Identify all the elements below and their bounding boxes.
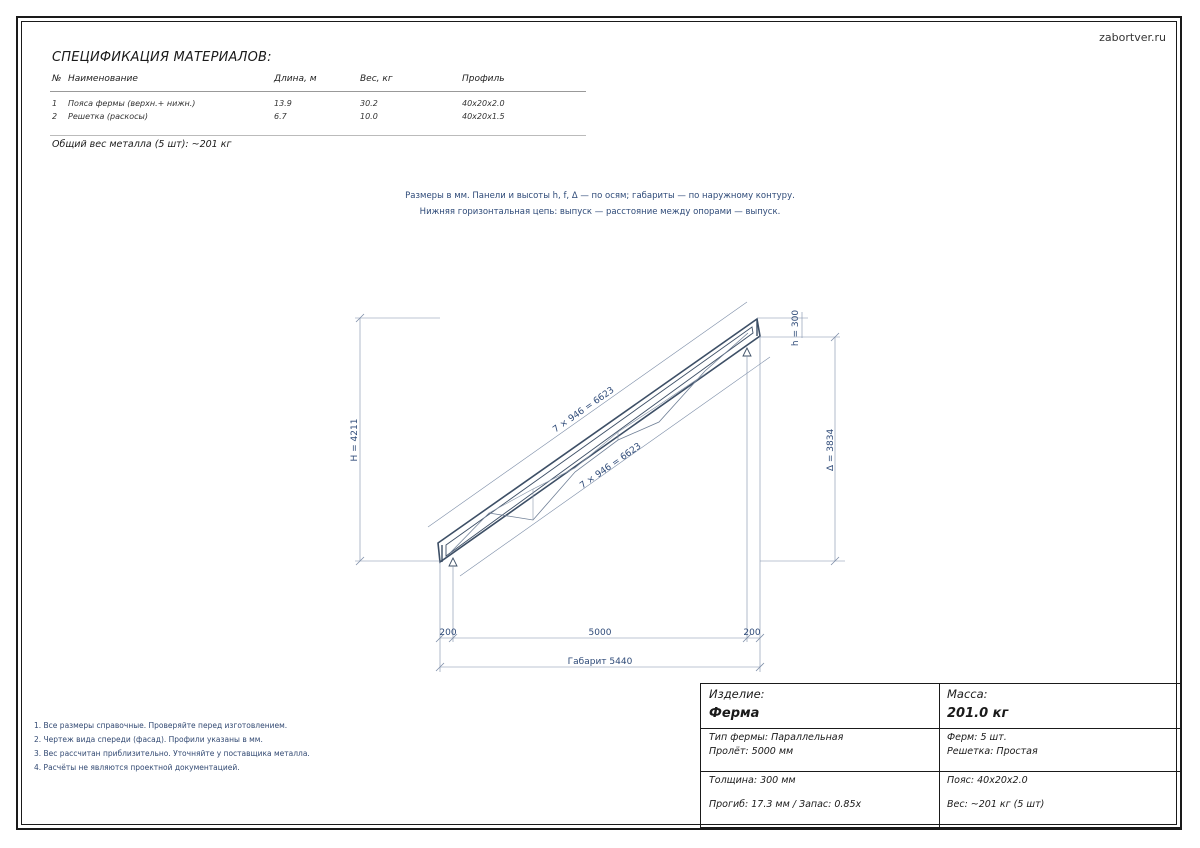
spec-header-name: Наименование — [68, 74, 138, 84]
tb-truss-type: Тип фермы: Параллельная — [709, 732, 844, 743]
spec-header-num: № — [52, 74, 62, 84]
spec-header-weight: Вес, кг — [360, 74, 393, 84]
general-note: 2. Чертеж вида спереди (фасад). Профили указаны в мм. — [34, 735, 263, 744]
spec-cell-num: 2 — [52, 112, 58, 121]
site-name: zabortver.ru — [1099, 31, 1166, 44]
tb-lattice: Решетка: Простая — [947, 746, 1038, 757]
tb-mass-value: 201.0 кг — [947, 706, 1009, 721]
dim-top-chord-label: 7 × 946 = 6623 — [551, 385, 617, 436]
tb-product-label: Изделие: — [709, 687, 765, 701]
spec-cell-profile: 40x20x2.0 — [462, 99, 505, 108]
spec-cell-length: 13.9 — [274, 99, 292, 108]
dim-top-chord-line — [428, 302, 747, 527]
dim-bottom-chord-label: 7 × 946 = 6623 — [578, 441, 644, 492]
support-left-icon — [449, 558, 457, 566]
tb-count: Ферм: 5 шт. — [947, 732, 1007, 743]
tb-span: Пролёт: 5000 мм — [709, 746, 794, 757]
spec-title: СПЕЦИФИКАЦИЯ МАТЕРИАЛОВ: — [52, 50, 272, 65]
spec-cell-name: Пояса фермы (верхн.+ нижн.) — [68, 99, 196, 108]
spec-header-profile: Профиль — [462, 74, 505, 84]
title-block — [700, 683, 1181, 828]
general-notes — [34, 719, 310, 775]
general-note: 3. Вес рассчитан приблизительно. Уточняйте у поставщика металла. — [34, 749, 310, 758]
tb-product-value: Ферма — [709, 706, 760, 721]
dim-delta-label: Δ = 3834 — [826, 428, 836, 472]
spec-cell-weight: 10.0 — [360, 112, 378, 121]
dim-h-label: h = 300 — [791, 309, 801, 347]
spec-cell-profile: 40x20x1.5 — [462, 112, 505, 121]
support-right-icon — [743, 348, 751, 356]
dim-overhang-right-label: 200 — [743, 628, 761, 638]
tb-thickness: Толщина: 300 мм — [709, 775, 796, 786]
general-note: 4. Расчёты не являются проектной документацией. — [34, 763, 240, 772]
spec-cell-name: Решетка (раскосы) — [68, 112, 148, 121]
spec-cell-length: 6.7 — [274, 112, 287, 121]
spec-header-length: Длина, м — [274, 74, 317, 84]
dim-span-label: 5000 — [588, 628, 612, 638]
spec-cell-num: 1 — [52, 99, 58, 108]
tb-deflection: Прогиб: 17.3 мм / Запас: 0.85x — [709, 799, 862, 810]
drawing-note-chain: Нижняя горизонтальная цепь: выпуск — расстояние между опорами — выпуск. — [419, 207, 781, 217]
dim-H-label: H = 4211 — [350, 418, 360, 462]
tb-weight: Вес: ~201 кг (5 шт) — [947, 799, 1045, 810]
tb-mass-label: Масса: — [947, 687, 988, 701]
dim-overall-label: Габарит 5440 — [567, 657, 633, 667]
tb-chord: Пояс: 40x20x2.0 — [947, 775, 1028, 786]
spec-cell-weight: 30.2 — [360, 99, 378, 108]
drawing-note-units: Размеры в мм. Панели и высоты h, f, Δ — по осям; габариты — по наружному контуру. — [405, 191, 795, 201]
truss-inner-contour — [446, 327, 753, 556]
general-note: 1. Все размеры справочные. Проверяйте перед изготовлением. — [34, 721, 288, 730]
truss-lattice — [450, 333, 748, 553]
spec-total-weight: Общий вес металла (5 шт): ~201 кг — [52, 139, 232, 150]
dim-overhang-left-label: 200 — [439, 628, 457, 638]
